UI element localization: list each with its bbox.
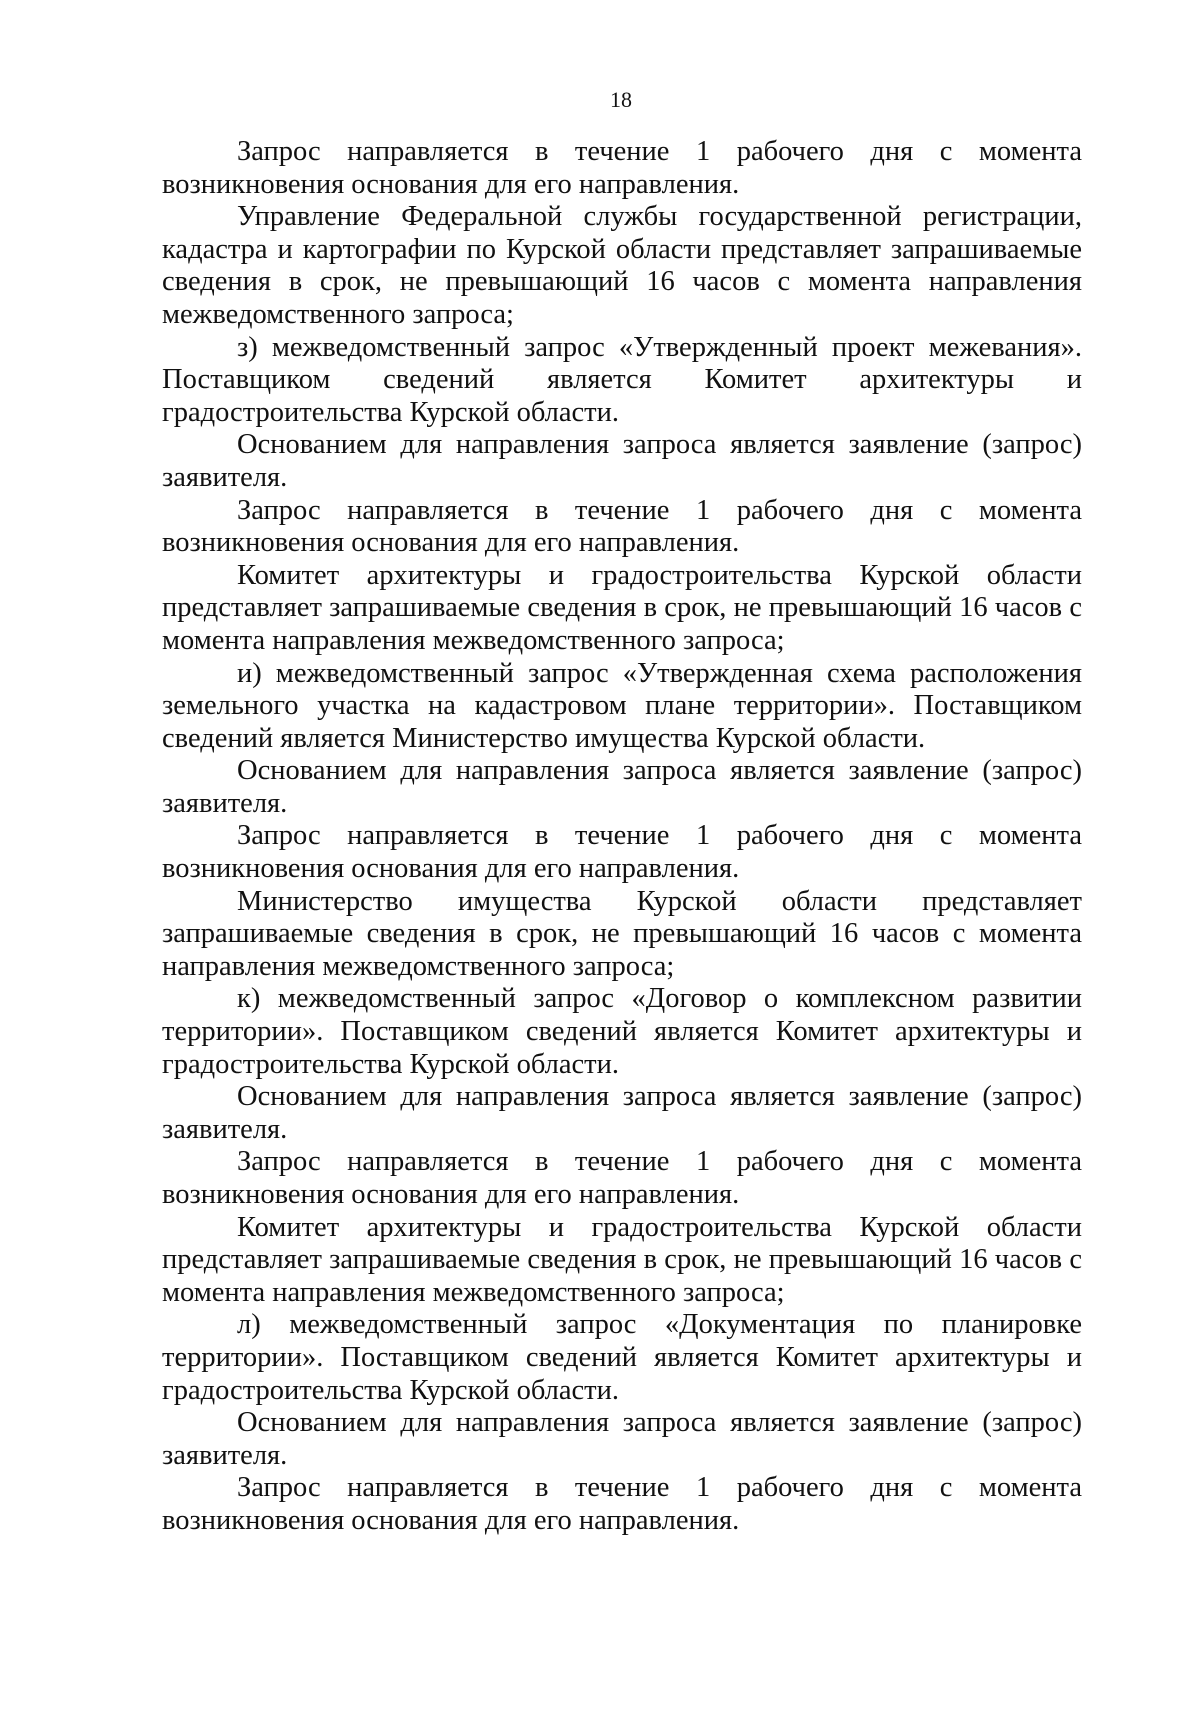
- paragraph-8: Основанием для направления запроса является заявление (запрос) заявителя.: [162, 755, 1082, 819]
- paragraph-9: Запрос направляется в течение 1 рабочего дня с момента возникновения основания для его направления.: [162, 820, 1082, 885]
- paragraph-4: Основанием для направления запроса является заявление (запрос) заявителя.: [162, 429, 1082, 493]
- paragraph-17: Запрос направляется в течение 1 рабочего дня с момента возникновения основания для его направления.: [162, 1472, 1082, 1536]
- paragraph-11: к) межведомственный запрос «Договор о комплексном развитии территории». Поставщиком сведений является Комитет архитектуры и градостроительства Курской области.: [162, 983, 1082, 1080]
- document-body: [162, 136, 1082, 1538]
- paragraph-3: з) межведомственный запрос «Утвержденный проект межевания». Поставщиком сведений является Комитет архитектуры и градостроительства Курской области.: [162, 331, 1082, 428]
- paragraph-1: Запрос направляется в течение 1 рабочего дня с момента возникновения основания для его направления.: [162, 136, 1082, 200]
- paragraph-14: Комитет архитектуры и градостроительства Курской области представляет запрашиваемые сведения в срок, не превышающий 16 часов с момента направления межведомственного запроса;: [162, 1211, 1082, 1308]
- paragraph-2: Управление Федеральной службы государственной регистрации, кадастра и картографии по Курской области представляет запрашиваемые сведения в срок, не превышающий 16 часов с момента направления межведомственного запроса;: [162, 201, 1082, 330]
- paragraph-10: Министерство имущества Курской области представляет запрашиваемые сведения в срок, не превышающий 16 часов с момента направления межведомственного запроса;: [162, 885, 1082, 982]
- paragraph-13: Запрос направляется в течение 1 рабочего дня с момента возникновения основания для его направления.: [162, 1146, 1082, 1210]
- paragraph-16: Основанием для направления запроса является заявление (запрос) заявителя.: [162, 1407, 1082, 1471]
- paragraph-12: Основанием для направления запроса является заявление (запрос) заявителя.: [162, 1081, 1082, 1145]
- paragraph-7: и) межведомственный запрос «Утвержденная схема расположения земельного участка на кадастровом плане территории». Поставщиком сведений является Министерство имущества Курской области.: [162, 657, 1082, 754]
- paragraph-5: Запрос направляется в течение 1 рабочего дня с момента возникновения основания для его направления.: [162, 494, 1082, 559]
- paragraph-6: Комитет архитектуры и градостроительства Курской области представляет запрашиваемые сведения в срок, не превышающий 16 часов с момента направления межведомственного запроса;: [162, 559, 1082, 656]
- paragraph-15: л) межведомственный запрос «Документация по планировке территории». Поставщиком сведений является Комитет архитектуры и градостроительства Курской области.: [162, 1309, 1082, 1406]
- page-number: 18: [610, 87, 632, 112]
